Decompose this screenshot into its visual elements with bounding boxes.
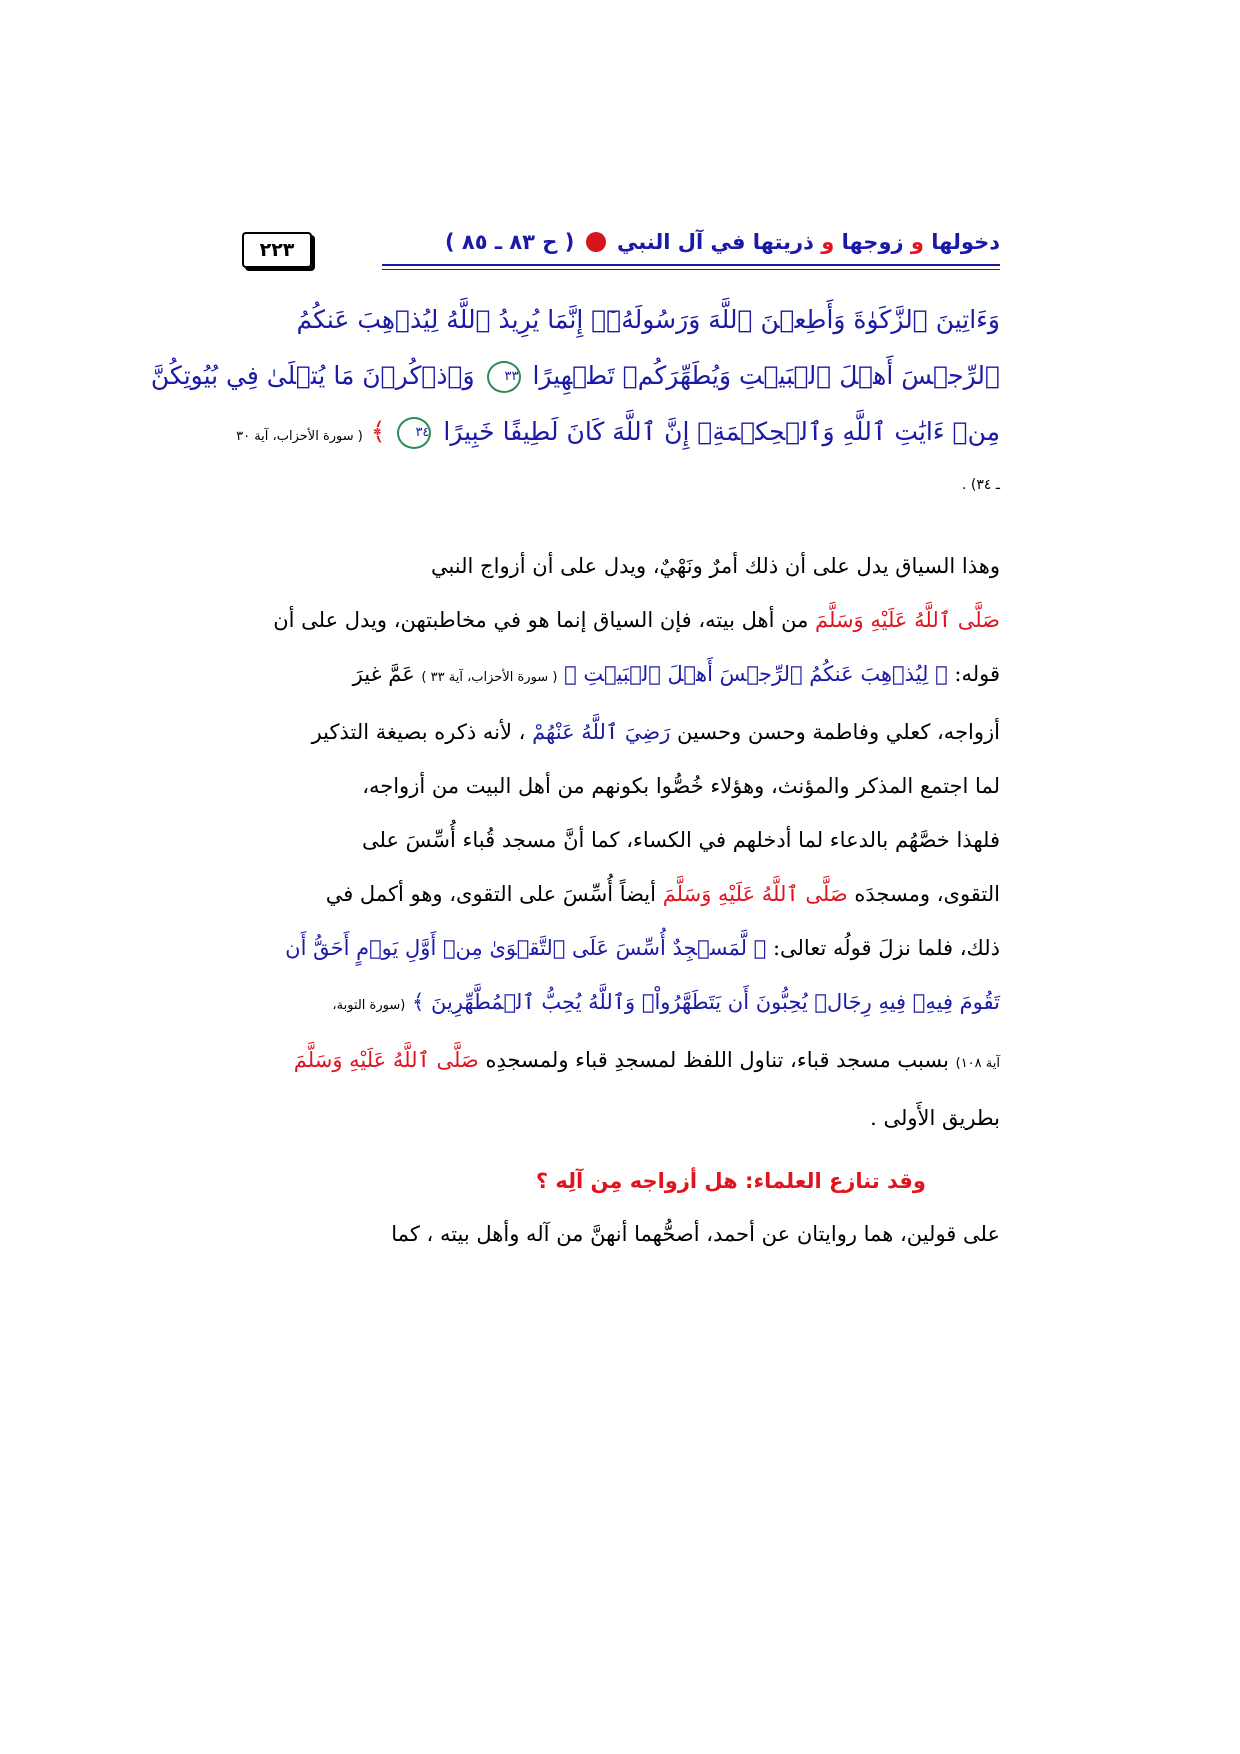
quran-quote: ﴿ لَّمَسۡجِدٌ أُسِّسَ عَلَى ٱلتَّقۡوَىٰ مِنۡ أَوَّلِ يَوۡمٍ أَحَقُّ أَن xyxy=(285,936,767,960)
prose-line xyxy=(240,647,1000,705)
prose-text: قوله: xyxy=(954,662,1000,686)
title-and1: و xyxy=(910,230,924,254)
title-part2: زوجها xyxy=(841,230,904,254)
page-number: ٢٢٣ xyxy=(242,232,312,268)
ayah-number-marker: ٣٤ xyxy=(397,417,431,449)
salla-honorific: صَلَّى ٱللَّهُ عَلَيْهِ وَسَلَّمَ xyxy=(293,1048,479,1072)
title-ref: ( ح ٨٣ ـ ٨٥ ) xyxy=(444,230,575,254)
title-part3: ذريتها في آل النبي xyxy=(616,230,814,254)
prose-line xyxy=(240,705,1000,759)
surah-reference: ( سورة الأحزاب، آية ٣٣ ) xyxy=(421,670,558,685)
quran-line-2 xyxy=(150,348,1000,404)
radi-honorific: رَضِيَ ٱللَّهُ عَنْهُمْ xyxy=(532,720,671,744)
salla-honorific: صَلَّى ٱللَّهُ عَلَيْهِ وَسَلَّمَ xyxy=(815,608,1000,632)
quran-line-3-text: مِنۡ ءَايَٰتِ ٱللَّهِ وَٱلۡحِكۡمَةِۚ إِنَّ ٱللَّهَ كَانَ لَطِيفًا خَبِيرًا xyxy=(443,417,1000,446)
quran-quote: تَقُومَ فِيهِۚ فِيهِ رِجَالٞ يُحِبُّونَ أَن يَتَطَهَّرُواْۚ وَٱللَّهُ يُحِبُّ ٱلۡمُطَّهِّرِينَ ﴾ xyxy=(412,990,1000,1014)
quran-line-2-rest: وَٱذۡكُرۡنَ مَا يُتۡلَىٰ فِي بُيُوتِكُنَّ xyxy=(150,361,475,390)
quran-line-2-text: ٱلرِّجۡسَ أَهۡلَ ٱلۡبَيۡتِ وَيُطَهِّرَكُمۡ تَطۡهِيرًا xyxy=(532,361,1000,390)
prose-text: عَمَّ غيرَ xyxy=(352,662,415,686)
ayah-number-marker: ٣٣ xyxy=(487,361,521,393)
prose-text: ، لأنه ذكره بصيغة التذكير xyxy=(311,720,526,744)
page-header xyxy=(240,230,1000,274)
title-and2: و xyxy=(821,230,835,254)
prose-text: بسبب مسجد قباء، تناول اللفظ لمسجدِ قباء ولمسجدِه xyxy=(485,1048,949,1072)
header-rule-thin xyxy=(382,269,1000,270)
prose-line: لما اجتمع المذكر والمؤنث، وهؤلاء خُصُّوا بكونهم من أهل البيت من أزواجه، xyxy=(362,774,1000,798)
surah-reference: ( سورة الأحزاب، آية ٣٠ xyxy=(236,429,363,444)
prose-text: أيضاً أُسِّسَ على التقوى، وهو أكمل في xyxy=(325,882,656,906)
prose-line xyxy=(240,1033,1000,1091)
prose-line xyxy=(240,975,1000,1033)
prose-line: وهذا السياق يدل على أن ذلك أمرٌ ونَهْيٌ، ويدل على أن أزواج النبي xyxy=(430,554,1000,578)
running-title xyxy=(445,230,1000,254)
section-heading: وقد تنازع العلماء: هل أزواجه مِن آلِه ؟ xyxy=(535,1169,926,1193)
salla-seal-icon xyxy=(586,232,606,252)
prose-line xyxy=(240,593,1000,647)
prose-line xyxy=(240,921,1000,975)
quran-line-3 xyxy=(236,404,1000,465)
quran-line-1: وَءَاتِينَ ٱلزَّكَوٰةَ وَأَطِعۡنَ ٱللَّهَ وَرَسُولَهُۥٓۚ إِنَّمَا يُرِيدُ ٱللَّهُ لِيُذۡهِبَ عَنكُمُ xyxy=(296,305,1000,334)
prose-text: أزواجه، كعلي وفاطمة وحسن وحسين xyxy=(677,720,1000,744)
surah-reference-end: ـ ٣٤) . xyxy=(962,477,1000,493)
surah-reference: (سورة التوبة، xyxy=(332,998,406,1013)
prose-line xyxy=(240,867,1000,921)
salla-honorific: صَلَّى ٱللَّهُ عَلَيْهِ وَسَلَّمَ xyxy=(662,882,848,906)
header-rule xyxy=(382,264,1000,266)
quran-ornament-close: ﴾ xyxy=(370,417,386,446)
surah-reference: آية ١٠٨) xyxy=(955,1056,1000,1071)
prose-line: فلهذا خصَّهُم بالدعاء لما أدخلهم في الكساء، كما أنَّ مسجد قُباء أُسِّسَ على xyxy=(361,828,1000,852)
prose-line: على قولين، هما روايتان عن أحمد، أصحُّهما أنهنَّ من آله وأهل بيته ، كما xyxy=(391,1222,1000,1246)
body-text xyxy=(240,539,1000,1145)
title-part1: دخولها xyxy=(931,230,1000,254)
quran-quote: ﴿ لِيُذۡهِبَ عَنكُمُ ٱلرِّجۡسَ أَهۡلَ ٱلۡبَيۡتِ ﴾ xyxy=(564,662,948,686)
prose-text: من أهل بيته، فإن السياق إنما هو في مخاطبتهن، ويدل على أن xyxy=(273,608,809,632)
prose-line: بطريق الأَولى . xyxy=(870,1106,1000,1130)
document-page xyxy=(150,230,1000,1261)
prose-text: ذلك، فلما نزلَ قولُه تعالى: xyxy=(772,936,1000,960)
prose-text: التقوى، ومسجدَه xyxy=(854,882,1000,906)
quran-passage xyxy=(150,292,1000,505)
